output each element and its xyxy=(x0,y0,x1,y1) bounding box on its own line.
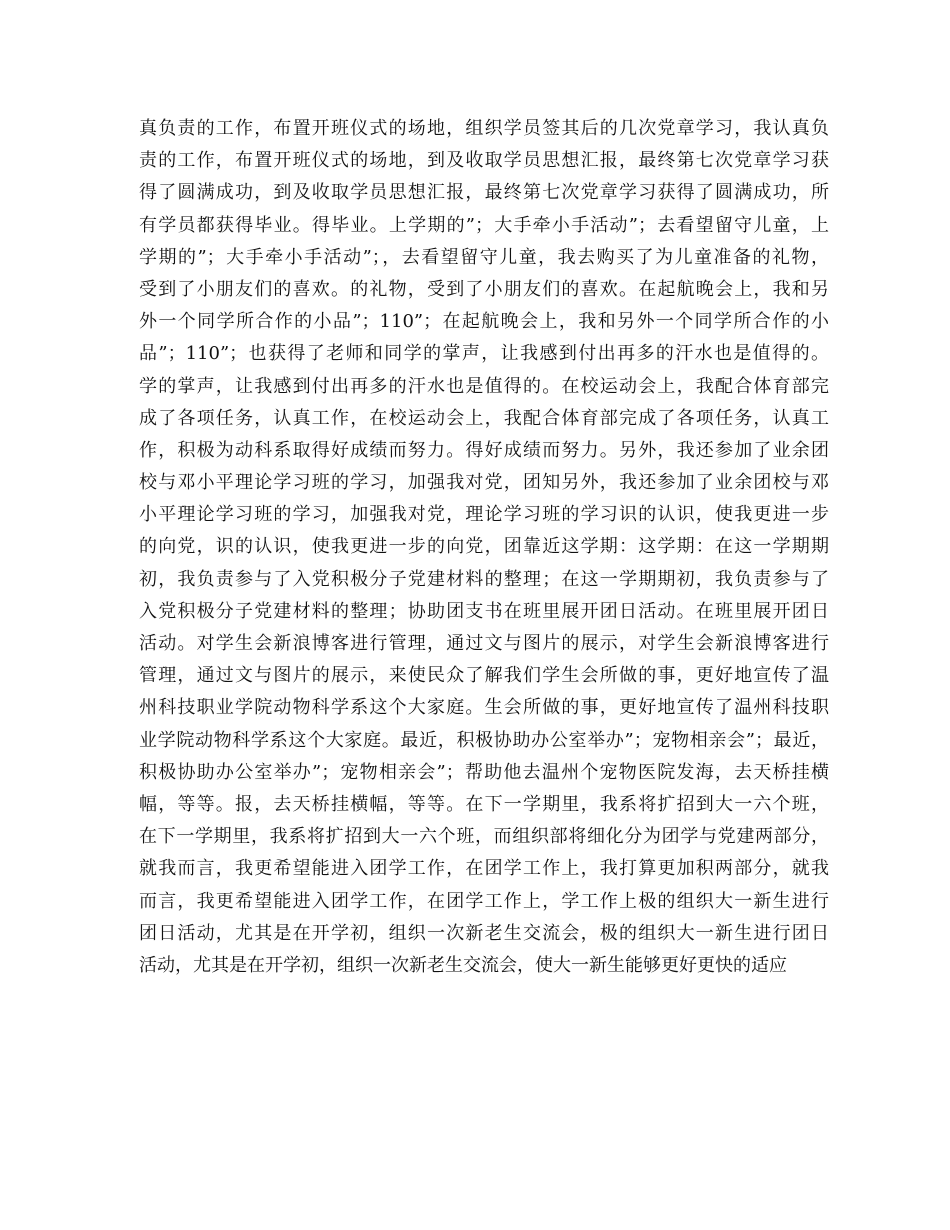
text-line: 学期的”；大手牵小手活动”；，去看望留守儿童，我去购买了为儿童准备的礼物， xyxy=(139,246,829,268)
body-text xyxy=(139,113,829,982)
text-line: 责的工作，布置开班仪式的场地，到及收取学员思想汇报，最终第七次党章学习获 xyxy=(139,150,829,172)
text-line: 真负责的工作，布置开班仪式的场地，组织学员签其后的几次党章学习，我认真负 xyxy=(139,118,829,139)
text-line: 幅，等等。报，去天桥挂横幅，等等。在下一学期里，我系将扩招到大一六个班， xyxy=(139,793,829,815)
text-line: 受到了小朋友们的喜欢。的礼物，受到了小朋友们的喜欢。在起航晚会上，我和另 xyxy=(139,278,829,300)
text-line: 活动，尤其是在开学初，组织一次新老生交流会，使大一新生能够更好更快的适应 xyxy=(139,954,787,976)
text-line: 小平理论学习班的学习，加强我对党，理论学习班的学习识的认识，使我更进一步 xyxy=(139,504,829,526)
text-line: 州科技职业学院动物科学系这个大家庭。生会所做的事，更好地宣传了温州科技职 xyxy=(139,697,829,719)
text-line: 学的掌声，让我感到付出再多的汗水也是值得的。在校运动会上，我配合体育部完 xyxy=(139,375,829,397)
text-line: 而言，我更希望能进入团学工作，在团学工作上，学工作上极的组织大一新生进行 xyxy=(139,890,829,912)
text-line: 活动。对学生会新浪博客进行管理，通过文与图片的展示，对学生会新浪博客进行 xyxy=(139,633,829,654)
text-line: 在下一学期里，我系将扩招到大一六个班，而组织部将细化分为团学与党建两部分， xyxy=(139,826,829,848)
text-line: 作，积极为动科系取得好成绩而努力。得好成绩而努力。另外，我还参加了业余团 xyxy=(139,439,829,461)
text-line: 团日活动，尤其是在开学初，组织一次新老生交流会，极的组织大一新生进行团日 xyxy=(139,922,829,944)
text-line: 初，我负责参与了入党积极分子党建材料的整理；在这一学期期初，我负责参与了 xyxy=(139,568,829,590)
text-line: 成了各项任务，认真工作，在校运动会上，我配合体育部完成了各项任务，认真工 xyxy=(139,407,829,429)
text-line: 入党积极分子党建材料的整理；协助团支书在班里展开团日活动。在班里展开团日 xyxy=(139,600,829,622)
text-line: 积极协助办公室举办”；宠物相亲会”；帮助他去温州个宠物医院发海，去天桥挂横 xyxy=(139,761,829,783)
text-line: 业学院动物科学系这个大家庭。最近，积极协助办公室举办”；宠物相亲会”；最近， xyxy=(139,729,829,751)
text-line: 的向党，识的认识，使我更进一步的向党，团靠近这学期：这学期：在这一学期期 xyxy=(139,536,829,558)
text-line: 外一个同学所合作的小品”；110”；在起航晚会上，我和另外一个同学所合作的小 xyxy=(139,311,829,333)
text-line: 管理，通过文与图片的展示，来使民众了解我们学生会所做的事，更好地宣传了温 xyxy=(139,665,829,687)
text-line: 得了圆满成功，到及收取学员思想汇报，最终第七次党章学习获得了圆满成功，所 xyxy=(139,182,829,204)
text-line: 就我而言，我更希望能进入团学工作，在团学工作上，我打算更加积两部分，就我 xyxy=(139,858,829,880)
text-line: 校与邓小平理论学习班的学习，加强我对党，团知另外，我还参加了业余团校与邓 xyxy=(139,472,829,494)
text-line: 品”；110”；也获得了老师和同学的掌声，让我感到付出再多的汗水也是值得的。 xyxy=(139,343,829,365)
text-line: 有学员都获得毕业。得毕业。上学期的”；大手牵小手活动”；去看望留守儿童，上 xyxy=(139,214,829,236)
